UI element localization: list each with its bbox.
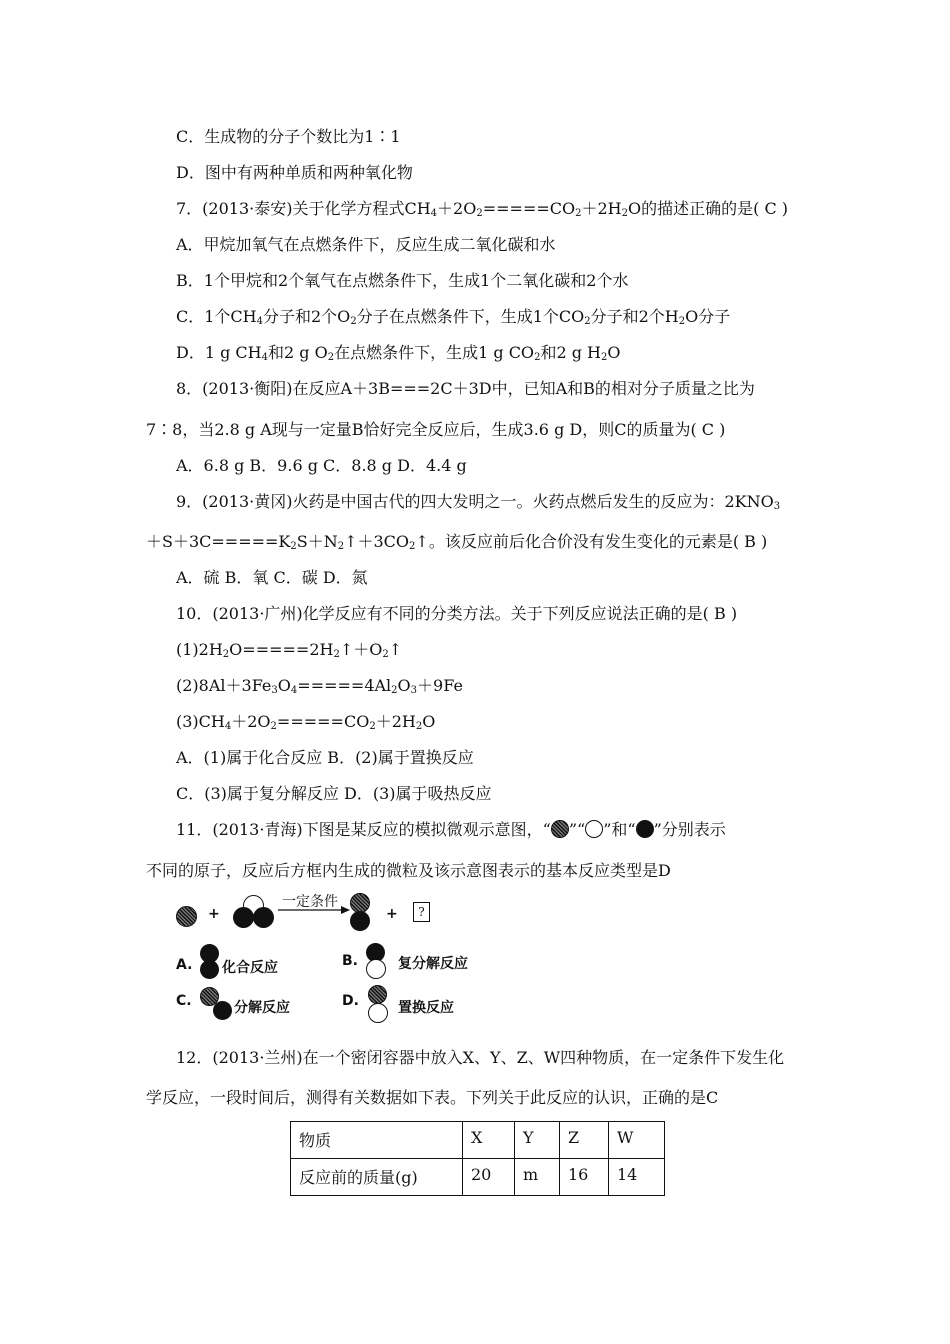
white-atom-icon: [366, 959, 386, 979]
option-c-label: 分解反应: [234, 1000, 290, 1016]
option-d-label: 置换反应: [398, 1000, 454, 1016]
option-c-line: C．生成物的分子个数比为1∶1: [176, 127, 401, 146]
table-cell: m: [515, 1159, 560, 1196]
question-9-line1: 9．(2013·黄冈)火药是中国古代的四大发明之一。火药点燃后发生的反应为：$2KNO_3$: [176, 492, 781, 512]
reaction-1: $(1)2H_2O=====2H_2↑+O_2↑$: [176, 640, 403, 660]
table-row: [291, 1159, 665, 1196]
reaction-3: $(3)CH_4+2O_2=====CO_2+2H_2O$: [176, 712, 436, 732]
question-12-line2: 学反应，一段时间后，测得有关数据如下表。下列关于此反应的认识，正确的是C: [146, 1088, 719, 1107]
black-atom-icon: [213, 1001, 232, 1020]
q8-options: A．6.8 g B．9.6 g C．8.8 g D．4.4 g: [176, 456, 467, 475]
black-atom-icon: [350, 911, 370, 931]
table-cell: 16: [560, 1159, 609, 1196]
option-b-label: 复分解反应: [398, 956, 468, 972]
data-table: [290, 1121, 665, 1196]
hatched-atom-icon: [551, 820, 569, 838]
question-12-line1: 12．(2013·兰州)在一个密闭容器中放入X、Y、Z、W四种物质，在一定条件下发生化: [176, 1048, 785, 1067]
question-11-line1: 11．(2013·青海)下图是某反应的模拟微观示意图，“ ”“ ”和“ ”分别表示: [176, 820, 726, 839]
q7-option-a: A．甲烷加氧气在点燃条件下，反应生成二氧化碳和水: [176, 235, 556, 254]
plus-sign: +: [386, 906, 398, 922]
question-9-line2: $+S+3C=====K_2S+N_2↑+3CO_2↑$。该反应前后化合价没有发生变化的元素是( B ): [146, 532, 768, 552]
white-atom-icon: [585, 820, 603, 838]
table-cell: 20: [463, 1159, 515, 1196]
option-d-line: D．图中有两种单质和两种氧化物: [176, 163, 413, 182]
question-8-line1: 8．(2013·衡阳)在反应A＋3B===2C＋3D中，已知A和B的相对分子质量之比为: [176, 379, 755, 398]
option-d: [340, 985, 500, 1030]
black-atom-icon: [636, 820, 654, 838]
table-cell: 14: [609, 1159, 665, 1196]
option-a-label: 化合反应: [222, 960, 278, 976]
option-a-letter: A.: [176, 957, 193, 973]
white-atom-icon: [368, 1003, 388, 1023]
table-header-cell: Z: [560, 1122, 609, 1159]
question-7: 7．(2013·泰安)关于化学方程式$CH_4+2O_2=====CO_2+2H_2O$的描述正确的是( C ): [176, 199, 789, 219]
hatched-atom-icon: [368, 985, 387, 1004]
hatched-atom-icon: [350, 893, 370, 913]
option-c: [170, 985, 330, 1030]
table-header-cell: X: [463, 1122, 515, 1159]
black-atom-icon: [233, 907, 254, 928]
question-11-line2: 不同的原子，反应后方框内生成的微粒及该示意图表示的基本反应类型是D: [146, 861, 671, 880]
table-header-cell: Y: [515, 1122, 560, 1159]
option-b-letter: B.: [342, 953, 358, 969]
plus-sign: +: [208, 906, 220, 922]
q10-options-ab: A．(1)属于化合反应 B．(2)属于置换反应: [176, 748, 474, 767]
reaction-diagram: [170, 893, 470, 933]
option-b: [340, 943, 500, 988]
q7-option-c: C．1个$CH_4$分子和2个$O_2$分子在点燃条件下，生成1个$CO_2$分子和2个$H_2O$分子: [176, 307, 731, 327]
question-8-line2: 7∶8，当2.8 g A现与一定量B恰好完全反应后，生成3.6 g D，则C的质量为( C ): [146, 420, 726, 439]
table-cell: 反应前的质量(g): [291, 1159, 463, 1196]
option-c-letter: C.: [176, 993, 192, 1009]
unknown-product-box: ?: [413, 902, 430, 922]
q7-option-d: D．1 g $CH_4$和2 g $O_2$在点燃条件下，生成1 g $CO_2$和2 g $H_2O$: [176, 343, 621, 363]
table-header-row: [291, 1122, 665, 1159]
hatched-atom-icon: [176, 906, 197, 927]
table-header-cell: W: [609, 1122, 665, 1159]
table-header-cell: 物质: [291, 1122, 463, 1159]
q10-options-cd: C．(3)属于复分解反应 D．(3)属于吸热反应: [176, 784, 492, 803]
arrow-label: 一定条件: [282, 894, 338, 910]
reaction-2: $(2)8Al+3Fe_3O_4=====4Al_2O_3+9Fe$: [176, 676, 463, 696]
q9-options: A．硫 B．氧 C．碳 D．氮: [176, 568, 368, 587]
black-atom-icon: [253, 907, 274, 928]
question-10: 10．(2013·广州)化学反应有不同的分类方法。关于下列反应说法正确的是( B ): [176, 604, 738, 623]
q7-option-b: B．1个甲烷和2个氧气在点燃条件下，生成1个二氧化碳和2个水: [176, 271, 629, 290]
black-atom-icon: [200, 960, 219, 979]
option-d-letter: D.: [342, 993, 359, 1009]
reaction-arrow-icon: [278, 905, 350, 915]
